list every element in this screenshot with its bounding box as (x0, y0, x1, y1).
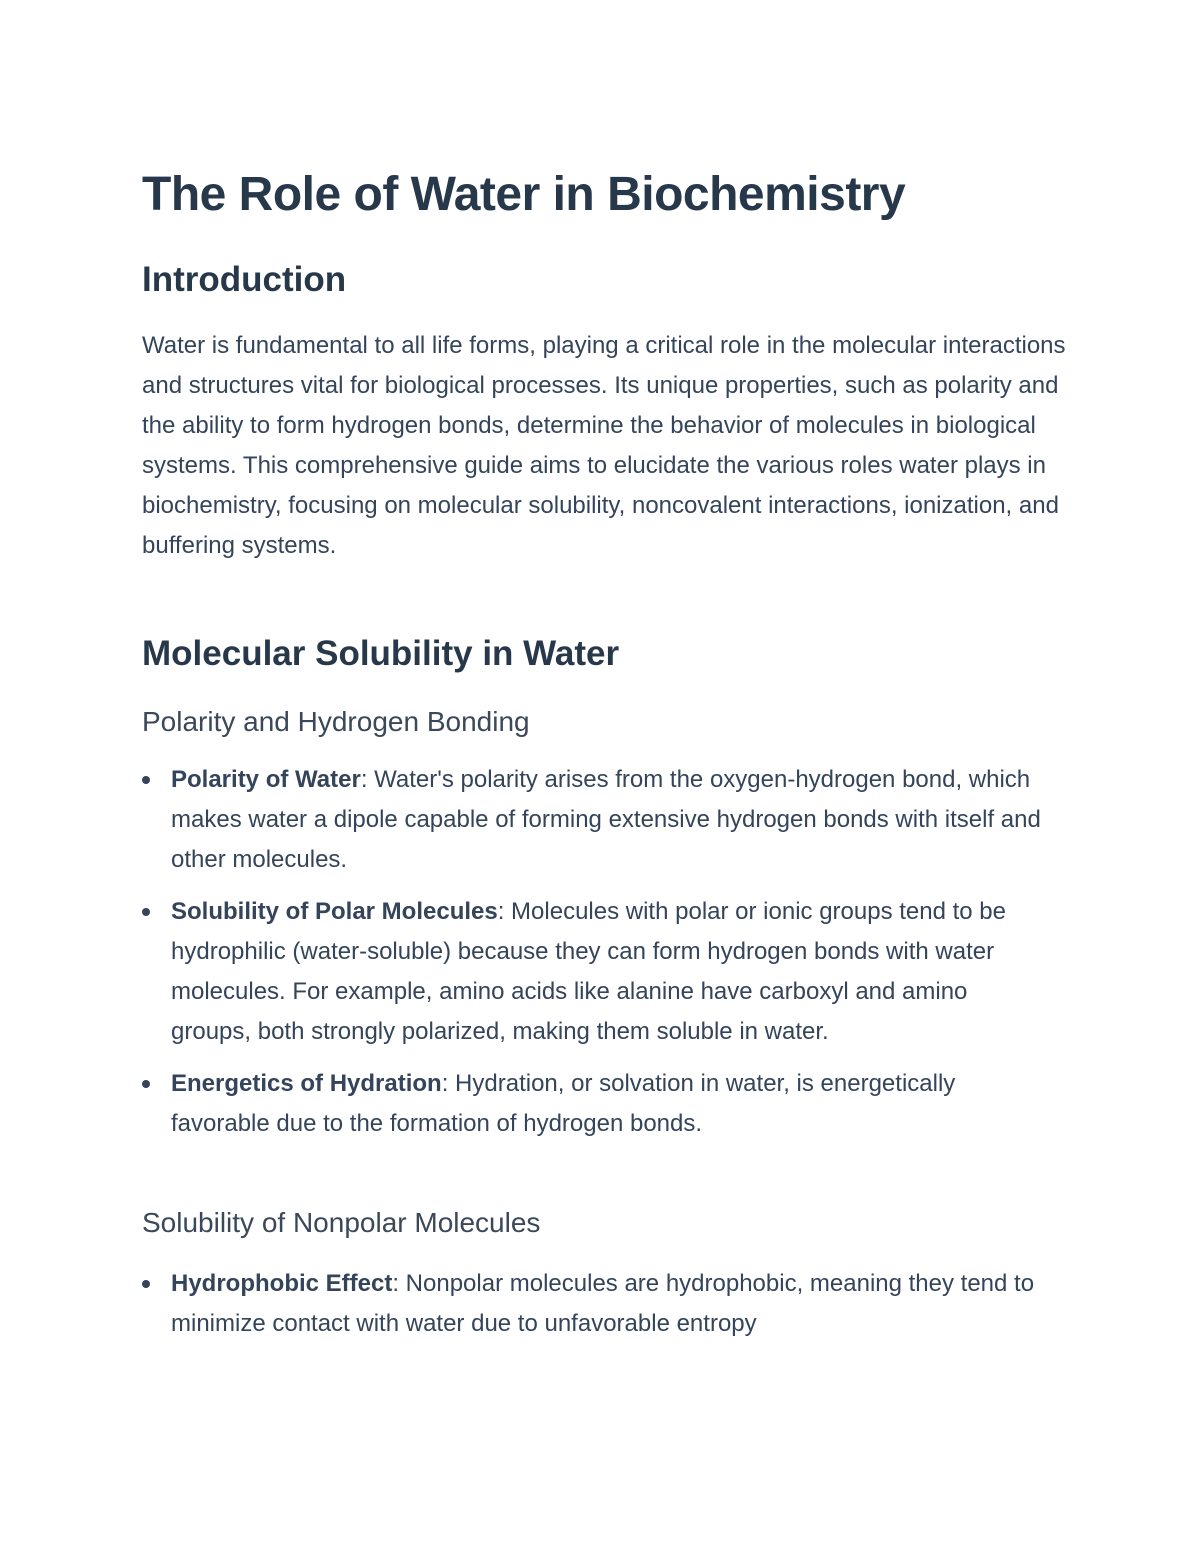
section-heading-introduction: Introduction (142, 260, 347, 299)
list-item (142, 1264, 1042, 1344)
bullet-text: : Nonpolar molecules are hydrophobic, meaning they tend to minimize contact with water due to unfavorable entropy (171, 1270, 1035, 1337)
list-item (142, 760, 1042, 880)
section-heading-molecular-solubility: Molecular Solubility in Water (142, 634, 620, 673)
polarity-bullet-list (142, 760, 1042, 1156)
bullet-text: : Water's polarity arises from the oxygen-hydrogen bond, which makes water a dipole capable of forming extensive hydrogen bonds with itself and other molecules. (171, 766, 1041, 873)
list-item (142, 892, 1042, 1052)
bullet-term: Polarity of Water (171, 766, 361, 793)
subsection-heading-polarity: Polarity and Hydrogen Bonding (142, 706, 530, 737)
bullet-term: Energetics of Hydration (171, 1070, 442, 1097)
list-item (142, 1064, 1042, 1144)
bullet-term: Hydrophobic Effect (171, 1270, 393, 1297)
bullet-text: : Hydration, or solvation in water, is energetically favorable due to the formation of hydrogen bonds. (171, 1070, 956, 1137)
subsection-heading-nonpolar: Solubility of Nonpolar Molecules (142, 1207, 541, 1238)
bullet-text: : Molecules with polar or ionic groups tend to be hydrophilic (water-soluble) because they can form hydrogen bonds with water molecules. For example, amino acids like alanine have carboxyl and amino groups, both strongly polarized, making them soluble in water. (171, 898, 1006, 1045)
introduction-paragraph: Water is fundamental to all life forms, playing a critical role in the molecular interactions and structures vital for biological processes. Its unique properties, such as polarity and the ability to form hydrogen bonds, determine the behavior of molecules in biological systems. This comprehensive guide aims to elucidate the various roles water plays in biochemistry, focusing on molecular solubility, noncovalent interactions, ionization, and buffering systems. (142, 332, 1066, 559)
document-title: The Role of Water in Biochemistry (142, 168, 906, 221)
bullet-dot-icon (142, 908, 150, 916)
bullet-term: Solubility of Polar Molecules (171, 898, 498, 925)
bullet-dot-icon (142, 1080, 150, 1088)
bullet-dot-icon (142, 1280, 150, 1288)
nonpolar-bullet-list (142, 1264, 1042, 1356)
bullet-dot-icon (142, 776, 150, 784)
